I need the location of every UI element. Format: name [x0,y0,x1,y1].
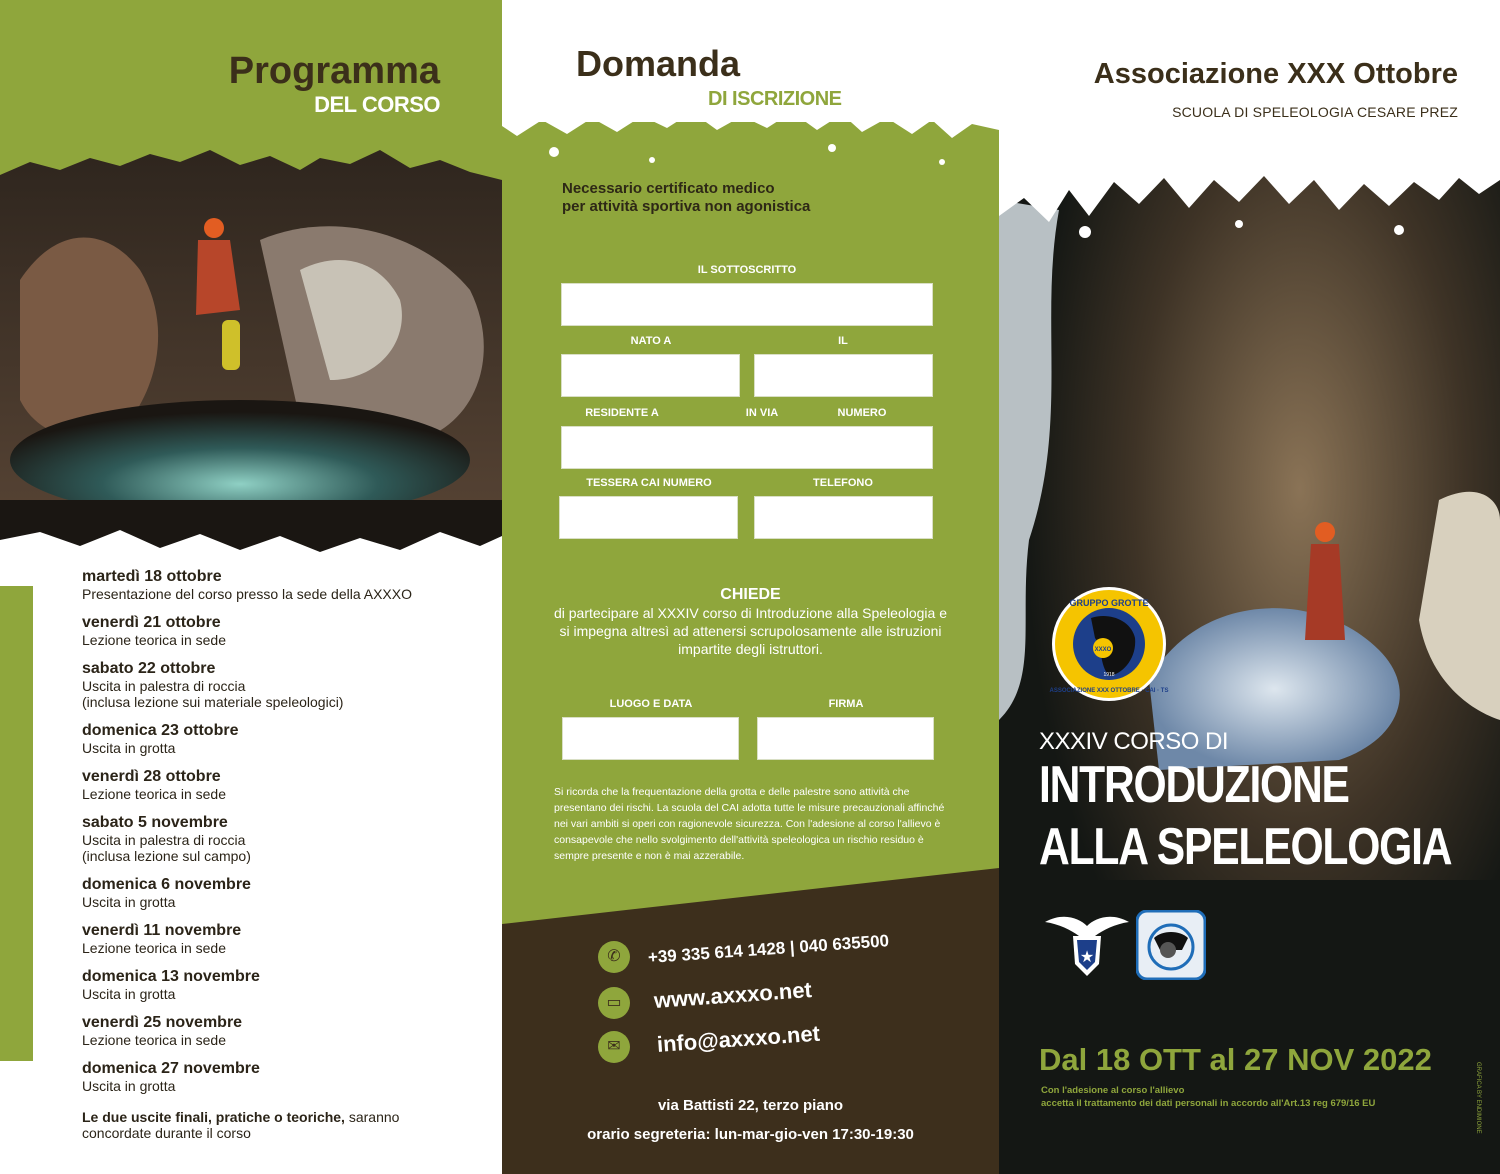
medical-note [562,180,942,216]
label-il: IL [838,335,848,347]
svg-text:★: ★ [1079,947,1095,966]
schedule-description: Lezione teorica in sede [82,1032,226,1048]
label-via: IN VIA [745,407,779,419]
label-tessera: TESSERA CAI NUMERO [586,477,712,489]
schedule-date: venerdì 11 novembre [82,922,242,939]
program-subtitle: DEL CORSO [314,92,440,117]
schedule-date: venerdì 21 ottobre [82,614,221,631]
schedule-date: sabato 5 novembre [82,814,228,831]
school-name: SCUOLA DI SPELEOLOGIA CESARE PREZ [1172,104,1458,120]
badge-year: 1918 [1103,672,1115,678]
telefono-field[interactable] [754,496,933,539]
schedule-date: martedì 18 ottobre [82,568,222,585]
schedule-item [82,814,482,864]
schedule-description: Uscita in grotta [82,740,176,756]
chiede-heading: CHIEDE [720,586,781,603]
schedule-description: Uscita in grotta [82,894,176,910]
application-subtitle: DI ISCRIZIONE [708,88,842,110]
phone-icon: ✆ [598,941,630,973]
schedule-description: Uscita in grotta [82,986,176,1002]
label-firma: FIRMA [828,698,864,710]
email-link[interactable]: info@axxxo.net [656,1020,821,1057]
office-hours: orario segreteria: lun-mar-gio-ven 17:30-19:30 [587,1126,914,1143]
course-title-line2: ALLA SPELEOLOGIA [1039,818,1452,876]
badge-top-text: GRUPPO GROTTE [1069,598,1149,608]
schedule-description: Lezione teorica in sede [82,786,226,802]
schedule-item [82,768,482,802]
phone-number[interactable]: +39 335 614 1428 | 040 635500 [647,931,890,967]
cover-panel [999,0,1500,1174]
cave-photo-left [0,120,502,560]
label-sottoscritto: IL SOTTOSCRITTO [697,264,797,276]
course-title-line1: INTRODUZIONE [1039,756,1349,814]
schedule-date: domenica 13 novembre [82,968,260,985]
scuola-speleologia-logo [1136,910,1206,980]
schedule-item [82,568,482,602]
schedule-description: Lezione teorica in sede [82,632,226,648]
schedule-item [82,968,482,1002]
application-title: Domanda [576,43,741,84]
residenza-field[interactable] [561,426,933,469]
schedule-date: domenica 6 novembre [82,876,251,893]
gruppo-grotte-badge [1039,586,1177,702]
program-title: Programma [228,50,440,92]
consent-line1: Con l'adesione al corso l'allievo [1041,1085,1185,1096]
badge-center-text: XXXO [1094,647,1112,653]
course-dates: Dal 18 OTT al 27 NOV 2022 [1039,1042,1432,1077]
schedule-description: Uscita in palestra di roccia (inclusa lezione sul campo) [82,832,251,864]
label-numero: NUMERO [837,407,887,419]
schedule-item [82,722,482,756]
firma-field[interactable] [757,717,934,760]
design-credit: GRAFICA BY ENDIMIONE [1475,1062,1481,1134]
association-name: Associazione XXX Ottobre [1093,58,1458,90]
torn-edge [502,100,999,190]
schedule-item [82,876,482,910]
schedule-item [82,614,482,648]
nato-a-field[interactable] [561,354,740,397]
schedule-date: domenica 23 ottobre [82,722,239,739]
tessera-cai-field[interactable] [559,496,738,539]
schedule-item [82,922,482,956]
badge-bottom-text: ASSOCIAZIONE XXX OTTOBRE · CAI · TS [1049,688,1169,694]
address: via Battisti 22, terzo piano [657,1097,844,1114]
accent-strip [0,586,33,1061]
schedule-list [82,568,482,1106]
schedule-footnote [82,1109,462,1141]
privacy-consent [1041,1084,1461,1110]
risk-disclaimer: Si ricorda che la frequentazione della grotta e delle palestre sono attività che presentano dei rischi. La scuola del CAI adotta tutte le misure precauzionali affinché nei vari ambiti si operi con ragionevole sicurezza. Con l'adesione al corso l'allievo è consapevole che nello svolgimento dell'attività speleologica un rischio residuo è sempre presente e non è mai azzerabile. [554,786,945,862]
course-number: XXXIV CORSO DI [1039,728,1229,755]
schedule-description: Lezione teorica in sede [82,940,226,956]
luogo-data-field[interactable] [562,717,739,760]
schedule-description: Uscita in palestra di roccia (inclusa lezione sui materiale speleologici) [82,678,344,710]
website-link[interactable]: www.axxxo.net [653,977,813,1013]
schedule-date: venerdì 25 novembre [82,1014,243,1031]
footnote-bold: Le due uscite finali, pratiche o teoriche, [82,1109,345,1125]
consent-line2: accetta il trattamento dei dati personali in accordo all'Art.13 reg 679/16 EU [1041,1098,1376,1109]
schedule-date: domenica 27 novembre [82,1060,260,1077]
schedule-item [82,1060,482,1094]
schedule-description: Presentazione del corso presso la sede della AXXXO [82,586,412,602]
mail-icon: ✉ [598,1031,630,1063]
program-panel [0,0,502,1174]
schedule-date: venerdì 28 ottobre [82,768,221,785]
label-telefono: TELEFONO [813,477,873,489]
medical-note-line1: Necessario certificato medico [562,180,775,197]
sottoscritto-field[interactable] [561,283,933,326]
chiede-text: di partecipare al XXXIV corso di Introduzione alla Speleologia e si impegna altresì ad attenersi scrupolosamente alle istruzioni impartite degli istruttori. [553,605,948,657]
application-panel [502,0,999,1174]
schedule-date: sabato 22 ottobre [82,660,216,677]
medical-note-line2: per attività sportiva non agonistica [562,198,811,215]
schedule-item [82,660,482,710]
label-nato-a: NATO A [630,335,672,347]
computer-icon: ▭ [598,987,630,1019]
label-residente: RESIDENTE A [585,407,659,419]
schedule-description: Uscita in grotta [82,1078,176,1094]
cai-eagle-logo [1043,908,1131,978]
label-luogo-data: LUOGO E DATA [609,698,693,710]
data-nascita-field[interactable] [754,354,933,397]
footnote-rest: saranno concordate durante il corso [82,1109,400,1141]
schedule-item [82,1014,482,1048]
